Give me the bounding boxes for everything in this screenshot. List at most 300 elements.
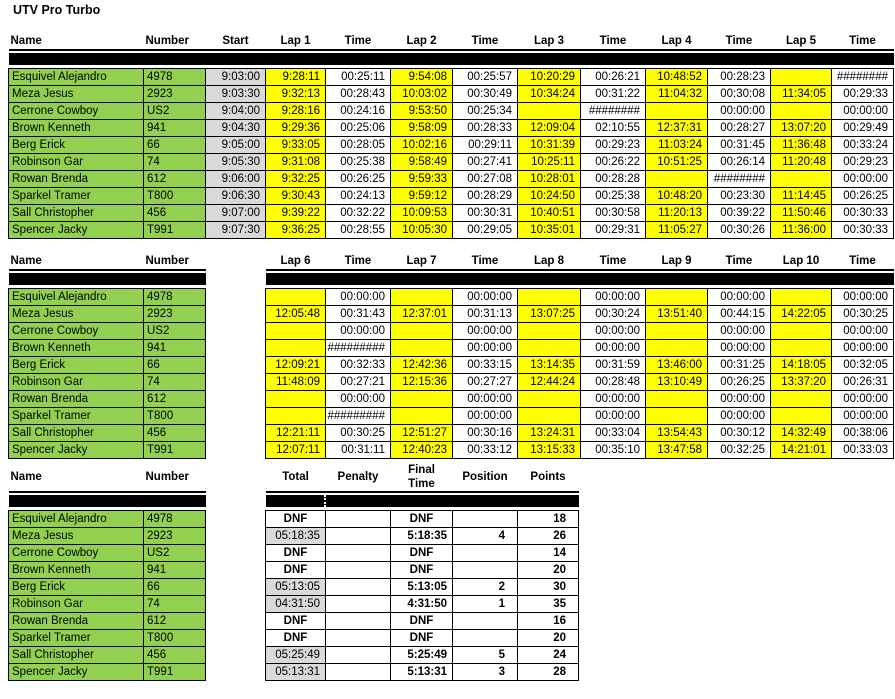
- lap-time-cell[interactable]: 00:26:25: [326, 171, 391, 188]
- position-cell[interactable]: 2: [453, 579, 518, 596]
- lap-clock-cell[interactable]: 10:31:39: [518, 137, 581, 154]
- points-cell[interactable]: 35: [518, 596, 579, 613]
- lap-clock-cell[interactable]: [518, 391, 581, 408]
- penalty-cell[interactable]: [326, 647, 391, 664]
- racer-name-cell[interactable]: Berg Erick: [9, 579, 144, 596]
- lap-time-cell[interactable]: 00:32:25: [708, 442, 771, 459]
- position-cell[interactable]: [453, 630, 518, 647]
- col-header-time[interactable]: Time: [832, 253, 894, 270]
- lap-time-cell[interactable]: 00:26:25: [708, 374, 771, 391]
- lap-time-cell[interactable]: 00:00:00: [581, 391, 646, 408]
- lap-clock-cell[interactable]: 10:35:01: [518, 222, 581, 239]
- lap-clock-cell[interactable]: [646, 408, 708, 425]
- col-header-name[interactable]: Name: [9, 463, 144, 492]
- racer-name-cell[interactable]: Robinson Gar: [9, 596, 144, 613]
- lap-clock-cell[interactable]: 13:46:00: [646, 357, 708, 374]
- position-cell[interactable]: [453, 511, 518, 528]
- lap-clock-cell[interactable]: [771, 323, 832, 340]
- lap-clock-cell[interactable]: 10:48:52: [646, 69, 708, 86]
- lap-time-cell[interactable]: 00:38:06: [832, 425, 894, 442]
- lap-clock-cell[interactable]: 12:40:23: [391, 442, 453, 459]
- racer-name-cell[interactable]: Cerrone Cowboy: [9, 545, 144, 562]
- lap-time-cell[interactable]: ########: [832, 69, 894, 86]
- col-header-lap[interactable]: Lap 2: [391, 33, 453, 50]
- lap-time-cell[interactable]: 00:29:33: [832, 86, 894, 103]
- lap-time-cell[interactable]: 00:00:00: [832, 408, 894, 425]
- lap-time-cell[interactable]: 00:27:27: [453, 374, 518, 391]
- lap-clock-cell[interactable]: 12:51:27: [391, 425, 453, 442]
- lap-clock-cell[interactable]: [646, 323, 708, 340]
- lap-clock-cell[interactable]: [391, 408, 453, 425]
- position-cell[interactable]: [453, 613, 518, 630]
- penalty-cell[interactable]: [326, 630, 391, 647]
- lap-clock-cell[interactable]: [391, 323, 453, 340]
- racer-number-cell[interactable]: T991: [144, 442, 206, 459]
- lap-clock-cell[interactable]: 10:05:30: [391, 222, 453, 239]
- lap-clock-cell[interactable]: 13:54:43: [646, 425, 708, 442]
- total-time-cell[interactable]: 05:25:49: [266, 647, 326, 664]
- lap-clock-cell[interactable]: 12:21:11: [266, 425, 326, 442]
- lap-time-cell[interactable]: 00:28:48: [581, 374, 646, 391]
- penalty-cell[interactable]: [326, 562, 391, 579]
- racer-number-cell[interactable]: 2923: [144, 86, 206, 103]
- col-header-pts[interactable]: Points: [518, 463, 579, 492]
- racer-name-cell[interactable]: Meza Jesus: [9, 86, 144, 103]
- lap-time-cell[interactable]: #########: [326, 408, 391, 425]
- racer-name-cell[interactable]: Sparkel Tramer: [9, 630, 144, 647]
- lap-time-cell[interactable]: 00:33:15: [453, 357, 518, 374]
- lap-clock-cell[interactable]: 13:07:20: [771, 120, 832, 137]
- lap-clock-cell[interactable]: 11:36:48: [771, 137, 832, 154]
- lap-time-cell[interactable]: 00:27:21: [326, 374, 391, 391]
- racer-number-cell[interactable]: 456: [144, 425, 206, 442]
- lap-clock-cell[interactable]: 9:32:25: [266, 171, 326, 188]
- penalty-cell[interactable]: [326, 664, 391, 681]
- racer-name-cell[interactable]: Sparkel Tramer: [9, 408, 144, 425]
- racer-name-cell[interactable]: Rowan Brenda: [9, 391, 144, 408]
- lap-clock-cell[interactable]: [266, 391, 326, 408]
- lap-clock-cell[interactable]: 12:09:21: [266, 357, 326, 374]
- lap-time-cell[interactable]: 00:00:00: [326, 289, 391, 306]
- lap-clock-cell[interactable]: 13:14:35: [518, 357, 581, 374]
- lap-clock-cell[interactable]: [771, 69, 832, 86]
- lap-clock-cell[interactable]: 12:37:31: [646, 120, 708, 137]
- racer-name-cell[interactable]: Meza Jesus: [9, 306, 144, 323]
- racer-name-cell[interactable]: Brown Kenneth: [9, 340, 144, 357]
- lap-clock-cell[interactable]: 9:28:16: [266, 103, 326, 120]
- col-header-final[interactable]: Final Time: [391, 463, 453, 492]
- lap-time-cell[interactable]: 00:30:33: [832, 205, 894, 222]
- lap-clock-cell[interactable]: 11:14:45: [771, 188, 832, 205]
- racer-number-cell[interactable]: 612: [144, 613, 206, 630]
- final-time-cell[interactable]: DNF: [391, 562, 453, 579]
- final-time-cell[interactable]: 5:25:49: [391, 647, 453, 664]
- lap-clock-cell[interactable]: 10:28:01: [518, 171, 581, 188]
- lap-clock-cell[interactable]: 9:54:08: [391, 69, 453, 86]
- lap-time-cell[interactable]: 00:28:28: [581, 171, 646, 188]
- racer-name-cell[interactable]: Rowan Brenda: [9, 171, 144, 188]
- lap-clock-cell[interactable]: 9:33:05: [266, 137, 326, 154]
- racer-number-cell[interactable]: 2923: [144, 528, 206, 545]
- position-cell[interactable]: 3: [453, 664, 518, 681]
- racer-number-cell[interactable]: 74: [144, 374, 206, 391]
- lap-clock-cell[interactable]: 12:09:04: [518, 120, 581, 137]
- lap-clock-cell[interactable]: 9:53:50: [391, 103, 453, 120]
- lap-clock-cell[interactable]: 13:51:40: [646, 306, 708, 323]
- lap-clock-cell[interactable]: [771, 408, 832, 425]
- lap-time-cell[interactable]: 00:00:00: [832, 323, 894, 340]
- lap-clock-cell[interactable]: 13:37:20: [771, 374, 832, 391]
- points-cell[interactable]: 14: [518, 545, 579, 562]
- lap-time-cell[interactable]: 00:30:33: [832, 222, 894, 239]
- final-time-cell[interactable]: 5:18:35: [391, 528, 453, 545]
- lap-clock-cell[interactable]: [771, 391, 832, 408]
- racer-name-cell[interactable]: Sparkel Tramer: [9, 188, 144, 205]
- lap-time-cell[interactable]: 00:31:22: [581, 86, 646, 103]
- lap-time-cell[interactable]: 00:00:00: [453, 408, 518, 425]
- lap-clock-cell[interactable]: 13:07:25: [518, 306, 581, 323]
- lap-clock-cell[interactable]: [646, 289, 708, 306]
- position-cell[interactable]: [453, 562, 518, 579]
- lap-time-cell[interactable]: 00:00:00: [581, 289, 646, 306]
- lap-time-cell[interactable]: 00:26:31: [832, 374, 894, 391]
- lap-time-cell[interactable]: 00:28:33: [453, 120, 518, 137]
- lap-time-cell[interactable]: 00:32:22: [326, 205, 391, 222]
- position-cell[interactable]: [453, 545, 518, 562]
- lap-time-cell[interactable]: 00:25:57: [453, 69, 518, 86]
- lap-time-cell[interactable]: 00:00:00: [708, 340, 771, 357]
- racer-number-cell[interactable]: 74: [144, 154, 206, 171]
- lap-clock-cell[interactable]: 9:59:33: [391, 171, 453, 188]
- racer-number-cell[interactable]: US2: [144, 103, 206, 120]
- col-header-lap[interactable]: Lap 6: [266, 253, 326, 270]
- col-header-name[interactable]: Name: [9, 33, 144, 50]
- racer-number-cell[interactable]: 66: [144, 357, 206, 374]
- points-cell[interactable]: 16: [518, 613, 579, 630]
- position-cell[interactable]: 1: [453, 596, 518, 613]
- final-time-cell[interactable]: DNF: [391, 613, 453, 630]
- penalty-cell[interactable]: [326, 596, 391, 613]
- racer-name-cell[interactable]: Sall Christopher: [9, 205, 144, 222]
- lap-clock-cell[interactable]: 9:31:08: [266, 154, 326, 171]
- lap-time-cell[interactable]: 00:26:21: [581, 69, 646, 86]
- final-time-cell[interactable]: 4:31:50: [391, 596, 453, 613]
- racer-number-cell[interactable]: US2: [144, 323, 206, 340]
- lap-time-cell[interactable]: 00:29:05: [453, 222, 518, 239]
- lap-time-cell[interactable]: 00:00:00: [326, 323, 391, 340]
- racer-name-cell[interactable]: Cerrone Cowboy: [9, 323, 144, 340]
- lap-time-cell[interactable]: ########: [708, 171, 771, 188]
- lap-time-cell[interactable]: 00:32:05: [832, 357, 894, 374]
- lap-time-cell[interactable]: 00:29:23: [832, 154, 894, 171]
- col-header-lap[interactable]: Lap 3: [518, 33, 581, 50]
- lap-clock-cell[interactable]: 9:30:43: [266, 188, 326, 205]
- lap-time-cell[interactable]: 00:26:25: [832, 188, 894, 205]
- racer-number-cell[interactable]: 456: [144, 647, 206, 664]
- total-time-cell[interactable]: DNF: [266, 562, 326, 579]
- racer-name-cell[interactable]: Rowan Brenda: [9, 613, 144, 630]
- lap-time-cell[interactable]: 00:31:11: [326, 442, 391, 459]
- total-time-cell[interactable]: 05:18:35: [266, 528, 326, 545]
- col-header-total[interactable]: Total: [266, 463, 326, 492]
- total-time-cell[interactable]: DNF: [266, 545, 326, 562]
- racer-number-cell[interactable]: 74: [144, 596, 206, 613]
- lap-clock-cell[interactable]: [518, 323, 581, 340]
- position-cell[interactable]: 5: [453, 647, 518, 664]
- lap-clock-cell[interactable]: [266, 323, 326, 340]
- lap-clock-cell[interactable]: 9:28:11: [266, 69, 326, 86]
- penalty-cell[interactable]: [326, 613, 391, 630]
- lap-clock-cell[interactable]: [771, 289, 832, 306]
- racer-number-cell[interactable]: 4978: [144, 69, 206, 86]
- lap-clock-cell[interactable]: 10:02:16: [391, 137, 453, 154]
- start-time-cell[interactable]: 9:06:00: [206, 171, 266, 188]
- col-header-pos[interactable]: Position: [453, 463, 518, 492]
- col-header-lap[interactable]: Lap 4: [646, 33, 708, 50]
- lap-time-cell[interactable]: 00:31:43: [326, 306, 391, 323]
- col-header-lap[interactable]: Lap 10: [771, 253, 832, 270]
- lap-clock-cell[interactable]: 13:24:31: [518, 425, 581, 442]
- lap-time-cell[interactable]: 00:28:05: [326, 137, 391, 154]
- lap-clock-cell[interactable]: [771, 340, 832, 357]
- lap-clock-cell[interactable]: 11:04:32: [646, 86, 708, 103]
- lap-clock-cell[interactable]: [646, 340, 708, 357]
- racer-number-cell[interactable]: T800: [144, 408, 206, 425]
- racer-number-cell[interactable]: 941: [144, 562, 206, 579]
- start-time-cell[interactable]: 9:04:00: [206, 103, 266, 120]
- lap-clock-cell[interactable]: 10:40:51: [518, 205, 581, 222]
- lap-clock-cell[interactable]: 9:58:09: [391, 120, 453, 137]
- lap-clock-cell[interactable]: [518, 408, 581, 425]
- col-header-time[interactable]: Time: [453, 33, 518, 50]
- lap-time-cell[interactable]: 00:00:00: [453, 340, 518, 357]
- lap-time-cell[interactable]: 00:30:25: [832, 306, 894, 323]
- racer-number-cell[interactable]: 66: [144, 579, 206, 596]
- lap-time-cell[interactable]: 00:31:45: [708, 137, 771, 154]
- racer-number-cell[interactable]: T991: [144, 664, 206, 681]
- final-time-cell[interactable]: DNF: [391, 511, 453, 528]
- lap-time-cell[interactable]: 00:00:00: [581, 408, 646, 425]
- racer-name-cell[interactable]: Robinson Gar: [9, 154, 144, 171]
- lap-time-cell[interactable]: 00:29:23: [581, 137, 646, 154]
- col-header-num[interactable]: Number: [144, 33, 206, 50]
- col-header-time[interactable]: Time: [453, 253, 518, 270]
- lap-clock-cell[interactable]: 9:36:25: [266, 222, 326, 239]
- col-header-lap[interactable]: Lap 8: [518, 253, 581, 270]
- lap-clock-cell[interactable]: 13:10:49: [646, 374, 708, 391]
- lap-clock-cell[interactable]: [646, 171, 708, 188]
- lap-time-cell[interactable]: 00:31:25: [708, 357, 771, 374]
- lap-clock-cell[interactable]: 14:22:05: [771, 306, 832, 323]
- final-time-cell[interactable]: DNF: [391, 545, 453, 562]
- col-header-lap[interactable]: Lap 1: [266, 33, 326, 50]
- lap-clock-cell[interactable]: 9:58:49: [391, 154, 453, 171]
- racer-name-cell[interactable]: Spencer Jacky: [9, 664, 144, 681]
- start-time-cell[interactable]: 9:05:00: [206, 137, 266, 154]
- col-header-time[interactable]: Time: [708, 253, 771, 270]
- racer-number-cell[interactable]: US2: [144, 545, 206, 562]
- final-time-cell[interactable]: DNF: [391, 630, 453, 647]
- lap-clock-cell[interactable]: 12:42:36: [391, 357, 453, 374]
- lap-clock-cell[interactable]: 12:15:36: [391, 374, 453, 391]
- lap-clock-cell[interactable]: 14:21:01: [771, 442, 832, 459]
- points-cell[interactable]: 24: [518, 647, 579, 664]
- col-header-time[interactable]: Time: [581, 253, 646, 270]
- total-time-cell[interactable]: 05:13:31: [266, 664, 326, 681]
- total-time-cell[interactable]: DNF: [266, 630, 326, 647]
- lap-clock-cell[interactable]: [771, 171, 832, 188]
- lap-time-cell[interactable]: 00:00:00: [832, 171, 894, 188]
- lap-time-cell[interactable]: 00:00:00: [708, 289, 771, 306]
- lap-clock-cell[interactable]: 10:09:53: [391, 205, 453, 222]
- lap-clock-cell[interactable]: 10:25:11: [518, 154, 581, 171]
- racer-name-cell[interactable]: Robinson Gar: [9, 374, 144, 391]
- col-header-num[interactable]: Number: [144, 253, 206, 270]
- lap-time-cell[interactable]: 00:00:00: [708, 323, 771, 340]
- points-cell[interactable]: 18: [518, 511, 579, 528]
- col-header-time[interactable]: Time: [326, 253, 391, 270]
- col-header-lap[interactable]: Lap 7: [391, 253, 453, 270]
- lap-clock-cell[interactable]: 12:37:01: [391, 306, 453, 323]
- lap-time-cell[interactable]: 00:30:24: [581, 306, 646, 323]
- lap-clock-cell[interactable]: 11:48:09: [266, 374, 326, 391]
- start-time-cell[interactable]: 9:05:30: [206, 154, 266, 171]
- racer-name-cell[interactable]: Cerrone Cowboy: [9, 103, 144, 120]
- racer-number-cell[interactable]: T800: [144, 630, 206, 647]
- racer-name-cell[interactable]: Spencer Jacky: [9, 222, 144, 239]
- lap-clock-cell[interactable]: 11:50:46: [771, 205, 832, 222]
- start-time-cell[interactable]: 9:07:30: [206, 222, 266, 239]
- racer-number-cell[interactable]: 612: [144, 171, 206, 188]
- lap-time-cell[interactable]: 00:00:00: [453, 391, 518, 408]
- lap-clock-cell[interactable]: 10:24:50: [518, 188, 581, 205]
- lap-time-cell[interactable]: 00:00:00: [581, 340, 646, 357]
- racer-name-cell[interactable]: Meza Jesus: [9, 528, 144, 545]
- lap-clock-cell[interactable]: 10:03:02: [391, 86, 453, 103]
- lap-clock-cell[interactable]: 9:59:12: [391, 188, 453, 205]
- start-time-cell[interactable]: 9:03:00: [206, 69, 266, 86]
- lap-time-cell[interactable]: 00:30:16: [453, 425, 518, 442]
- start-time-cell[interactable]: 9:04:30: [206, 120, 266, 137]
- lap-time-cell[interactable]: 00:30:49: [453, 86, 518, 103]
- total-time-cell[interactable]: DNF: [266, 613, 326, 630]
- lap-time-cell[interactable]: 00:25:34: [453, 103, 518, 120]
- points-cell[interactable]: 26: [518, 528, 579, 545]
- lap-time-cell[interactable]: #########: [326, 340, 391, 357]
- penalty-cell[interactable]: [326, 579, 391, 596]
- total-time-cell[interactable]: 04:31:50: [266, 596, 326, 613]
- lap-time-cell[interactable]: 00:24:16: [326, 103, 391, 120]
- lap-time-cell[interactable]: 00:29:11: [453, 137, 518, 154]
- lap-time-cell[interactable]: 00:33:04: [581, 425, 646, 442]
- lap-clock-cell[interactable]: [518, 289, 581, 306]
- lap-clock-cell[interactable]: [266, 340, 326, 357]
- start-time-cell[interactable]: 9:07:00: [206, 205, 266, 222]
- lap-clock-cell[interactable]: 11:03:24: [646, 137, 708, 154]
- racer-number-cell[interactable]: 4978: [144, 289, 206, 306]
- lap-clock-cell[interactable]: 10:48:20: [646, 188, 708, 205]
- racer-name-cell[interactable]: Esquivel Alejandro: [9, 511, 144, 528]
- racer-number-cell[interactable]: T800: [144, 188, 206, 205]
- lap-time-cell[interactable]: 00:00:00: [453, 289, 518, 306]
- lap-time-cell[interactable]: 00:30:31: [453, 205, 518, 222]
- penalty-cell[interactable]: [326, 511, 391, 528]
- lap-time-cell[interactable]: 00:00:00: [708, 103, 771, 120]
- racer-number-cell[interactable]: 612: [144, 391, 206, 408]
- racer-number-cell[interactable]: 941: [144, 120, 206, 137]
- penalty-cell[interactable]: [326, 545, 391, 562]
- racer-number-cell[interactable]: 4978: [144, 511, 206, 528]
- lap-clock-cell[interactable]: 13:15:33: [518, 442, 581, 459]
- lap-time-cell[interactable]: 00:30:12: [708, 425, 771, 442]
- lap-time-cell[interactable]: 00:44:15: [708, 306, 771, 323]
- lap-time-cell[interactable]: 00:23:30: [708, 188, 771, 205]
- lap-time-cell[interactable]: 00:00:00: [708, 391, 771, 408]
- lap-time-cell[interactable]: 00:25:38: [581, 188, 646, 205]
- racer-name-cell[interactable]: Berg Erick: [9, 137, 144, 154]
- lap-time-cell[interactable]: 00:33:24: [832, 137, 894, 154]
- col-header-time[interactable]: Time: [832, 33, 894, 50]
- racer-name-cell[interactable]: Sall Christopher: [9, 425, 144, 442]
- position-cell[interactable]: 4: [453, 528, 518, 545]
- lap-time-cell[interactable]: 00:30:08: [708, 86, 771, 103]
- lap-time-cell[interactable]: 00:29:31: [581, 222, 646, 239]
- points-cell[interactable]: 28: [518, 664, 579, 681]
- lap-clock-cell[interactable]: [646, 391, 708, 408]
- col-header-lap[interactable]: Lap 9: [646, 253, 708, 270]
- lap-clock-cell[interactable]: [646, 103, 708, 120]
- col-header-lap[interactable]: Lap 5: [771, 33, 832, 50]
- penalty-cell[interactable]: [326, 528, 391, 545]
- lap-time-cell[interactable]: 00:25:06: [326, 120, 391, 137]
- racer-number-cell[interactable]: T991: [144, 222, 206, 239]
- start-time-cell[interactable]: 9:06:30: [206, 188, 266, 205]
- lap-time-cell[interactable]: 00:27:41: [453, 154, 518, 171]
- racer-number-cell[interactable]: 66: [144, 137, 206, 154]
- lap-clock-cell[interactable]: 12:07:11: [266, 442, 326, 459]
- racer-number-cell[interactable]: 2923: [144, 306, 206, 323]
- lap-clock-cell[interactable]: [518, 340, 581, 357]
- lap-clock-cell[interactable]: [266, 289, 326, 306]
- lap-clock-cell[interactable]: [266, 408, 326, 425]
- lap-time-cell[interactable]: 00:00:00: [832, 289, 894, 306]
- lap-time-cell[interactable]: 00:00:00: [326, 391, 391, 408]
- lap-time-cell[interactable]: 00:25:38: [326, 154, 391, 171]
- col-header-time[interactable]: Time: [581, 33, 646, 50]
- lap-clock-cell[interactable]: 9:32:13: [266, 86, 326, 103]
- lap-clock-cell[interactable]: 11:34:05: [771, 86, 832, 103]
- total-time-cell[interactable]: DNF: [266, 511, 326, 528]
- lap-time-cell[interactable]: 00:30:26: [708, 222, 771, 239]
- lap-clock-cell[interactable]: 10:51:25: [646, 154, 708, 171]
- lap-clock-cell[interactable]: 11:20:13: [646, 205, 708, 222]
- lap-time-cell[interactable]: ########: [581, 103, 646, 120]
- lap-clock-cell[interactable]: [771, 103, 832, 120]
- racer-name-cell[interactable]: Esquivel Alejandro: [9, 289, 144, 306]
- lap-time-cell[interactable]: 00:27:08: [453, 171, 518, 188]
- lap-clock-cell[interactable]: 14:18:05: [771, 357, 832, 374]
- lap-time-cell[interactable]: 00:00:00: [453, 323, 518, 340]
- racer-name-cell[interactable]: Berg Erick: [9, 357, 144, 374]
- start-time-cell[interactable]: 9:03:30: [206, 86, 266, 103]
- racer-name-cell[interactable]: Spencer Jacky: [9, 442, 144, 459]
- lap-clock-cell[interactable]: 10:20:29: [518, 69, 581, 86]
- lap-time-cell[interactable]: 00:00:00: [832, 340, 894, 357]
- col-header-name[interactable]: Name: [9, 253, 144, 270]
- lap-time-cell[interactable]: 00:00:00: [832, 391, 894, 408]
- lap-time-cell[interactable]: 00:35:10: [581, 442, 646, 459]
- lap-clock-cell[interactable]: 13:47:58: [646, 442, 708, 459]
